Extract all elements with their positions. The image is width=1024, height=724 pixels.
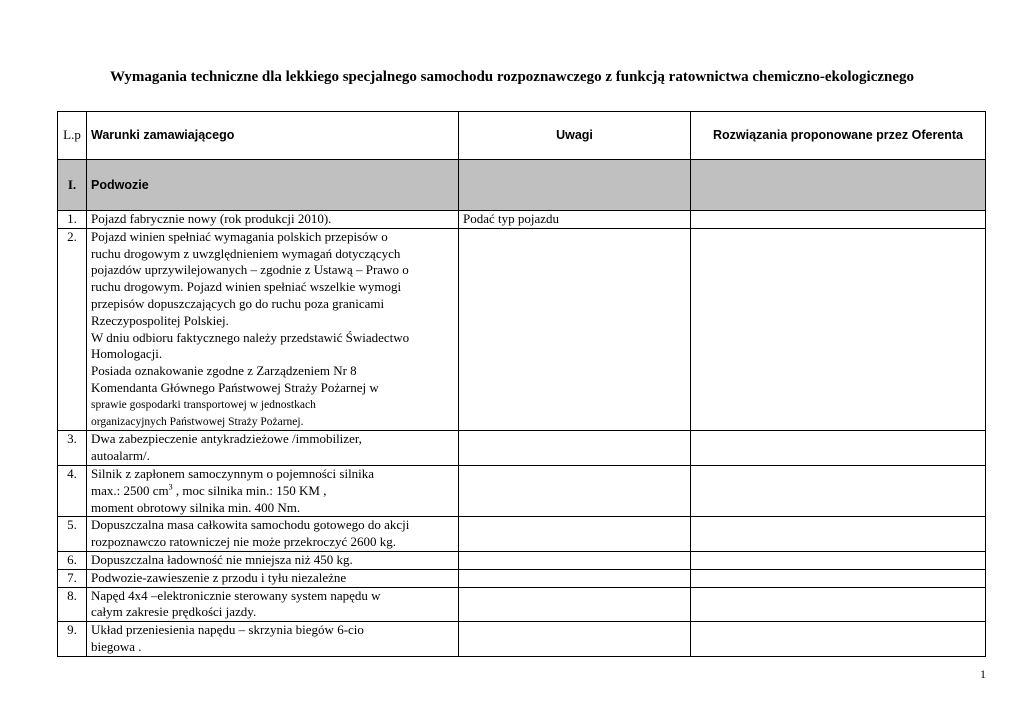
row-requirement: [87, 431, 459, 466]
section-uwagi-cell: [459, 160, 691, 211]
page-title: Wymagania techniczne dla lekkiego specjalnego samochodu rozpoznawczego z funkcją ratownictwa chemiczno-ekologicznego: [109, 69, 915, 85]
requirement-line: sprawie gospodarki transportowej w jednostkach: [91, 398, 316, 411]
requirement-line: [91, 483, 454, 500]
row-offer-cell[interactable]: [691, 587, 986, 622]
section-title: Podwozie: [87, 160, 459, 211]
row-number: 3.: [58, 431, 87, 466]
table-row: [58, 431, 986, 466]
table-row: [58, 517, 986, 552]
header-rozwiazania: Rozwiązania proponowane przez Oferenta: [691, 112, 986, 160]
row-uwagi: [459, 431, 691, 466]
requirement-line: rozpoznawczo ratowniczej nie może przekroczyć 2600 kg.: [91, 534, 396, 550]
requirement-line: Układ przeniesienia napędu – skrzynia biegów 6-cio: [91, 622, 364, 638]
row-offer-cell[interactable]: [691, 569, 986, 587]
superscript-3: 3: [168, 482, 173, 492]
row-number: 2.: [58, 228, 87, 431]
row-offer-cell[interactable]: [691, 517, 986, 552]
row-uwagi: [459, 465, 691, 516]
row-uwagi: [459, 228, 691, 431]
table-row: [58, 465, 986, 516]
requirement-line: Silnik z zapłonem samoczynnym o pojemności silnika: [91, 465, 375, 481]
row-uwagi: [459, 517, 691, 552]
header-lp: L.p: [58, 112, 87, 160]
row-uwagi: [459, 622, 691, 657]
requirement-line: Pojazd winien spełniać wymagania polskich przepisów o: [91, 228, 388, 244]
requirement-line: Podwozie-zawieszenie z przodu i tyłu niezależne: [91, 569, 347, 585]
requirement-line: ruchu drogowym. Pojazd winien spełniać wszelkie wymogi: [91, 279, 402, 295]
requirement-line: Dopuszczalna ładowność nie mniejsza niż 450 kg.: [91, 551, 353, 567]
requirement-line: Homologacji.: [91, 346, 163, 362]
row-offer-cell[interactable]: [691, 228, 986, 431]
header-warunki: Warunki zamawiającego: [87, 112, 459, 160]
table-row: [58, 587, 986, 622]
table-header-row: [58, 112, 986, 160]
requirement-line: Rzeczypospolitej Polskiej.: [91, 312, 229, 328]
row-offer-cell[interactable]: [691, 622, 986, 657]
row-requirement: [87, 587, 459, 622]
requirement-line: całym zakresie prędkości jazdy.: [91, 604, 257, 620]
row-number: 1.: [58, 211, 87, 229]
requirement-line: Komendanta Głównego Państwowej Straży Pożarnej w: [91, 379, 379, 395]
header-uwagi: Uwagi: [459, 112, 691, 160]
requirement-line: autoalarm/.: [91, 448, 150, 464]
table-row: [58, 228, 986, 431]
row-number: 9.: [58, 622, 87, 657]
section-number: I.: [58, 160, 87, 211]
requirement-line: pojazdów uprzywilejowanych – zgodnie z Ustawą – Prawo o: [91, 262, 409, 278]
requirement-line: Posiada oznakowanie zgodne z Zarządzeniem Nr 8: [91, 363, 357, 379]
uwagi-text: Podać typ pojazdu: [463, 211, 560, 226]
engine-power-text: , moc silnika min.: 150 KM ,: [172, 482, 327, 498]
row-number: 6.: [58, 551, 87, 569]
row-uwagi: [459, 587, 691, 622]
section-rozwiazania-cell: [691, 160, 986, 211]
row-offer-cell[interactable]: [691, 551, 986, 569]
row-offer-cell[interactable]: [691, 465, 986, 516]
row-requirement: [87, 551, 459, 569]
engine-capacity-text: max.: 2500 cm: [91, 482, 169, 498]
requirement-line: Napęd 4x4 –elektronicznie sterowany system napędu w: [91, 587, 381, 603]
row-uwagi: [459, 551, 691, 569]
row-offer-cell[interactable]: [691, 211, 986, 229]
requirement-line: przepisów dopuszczających go do ruchu poza granicami: [91, 295, 385, 311]
row-requirement: [87, 569, 459, 587]
table-row: [58, 211, 986, 229]
requirement-line: biegowa .: [91, 638, 142, 654]
requirement-line: organizacyjnych Państwowej Straży Pożarnej.: [91, 415, 304, 428]
page-number: 1: [980, 667, 986, 681]
requirement-line: moment obrotowy silnika min. 400 Nm.: [91, 499, 301, 515]
requirement-line: Pojazd fabrycznie nowy (rok produkcji 2010).: [91, 211, 332, 226]
row-uwagi: [459, 569, 691, 587]
row-requirement: [87, 517, 459, 552]
requirement-line: W dniu odbioru faktycznego należy przedstawić Świadectwo: [91, 329, 410, 345]
table-row: [58, 569, 986, 587]
row-number: 5.: [58, 517, 87, 552]
row-requirement: [87, 465, 459, 516]
row-requirement: [87, 622, 459, 657]
row-number: 7.: [58, 569, 87, 587]
row-requirement: [87, 228, 459, 431]
requirements-table: [57, 111, 986, 657]
requirement-line: Dopuszczalna masa całkowita samochodu gotowego do akcji: [91, 517, 410, 533]
row-uwagi: [459, 211, 691, 229]
section-row-podwozie: [58, 160, 986, 211]
table-row: [58, 551, 986, 569]
row-offer-cell[interactable]: [691, 431, 986, 466]
requirement-line: ruchu drogowym z uwzględnieniem wymagań dotyczących: [91, 245, 401, 261]
row-number: 8.: [58, 587, 87, 622]
table-row: [58, 622, 986, 657]
row-number: 4.: [58, 465, 87, 516]
row-requirement: [87, 211, 459, 229]
requirement-line: Dwa zabezpieczenie antykradzieżowe /immobilizer,: [91, 431, 362, 447]
